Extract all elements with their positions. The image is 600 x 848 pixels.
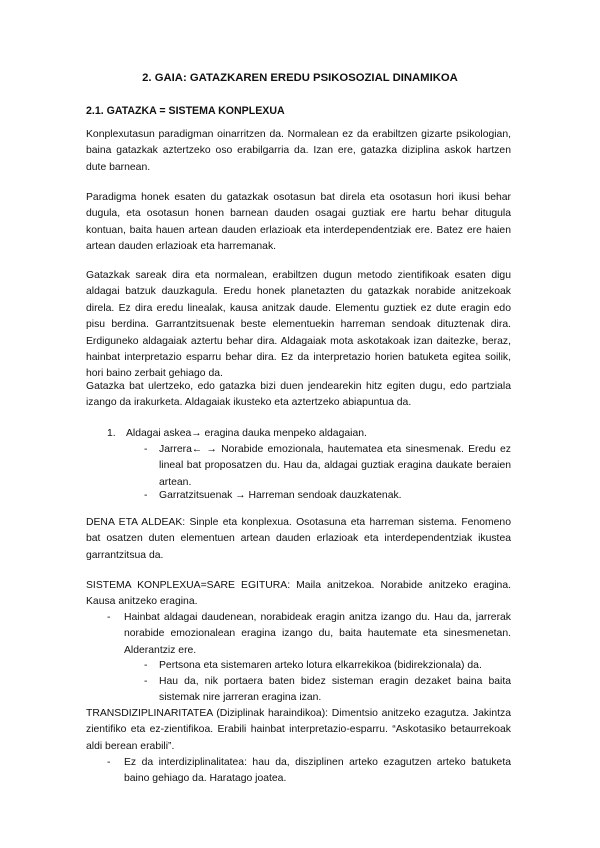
sistema-bullet: Hainbat aldagai daudenean, norabideak eragin anitza izango du. Hau da, jarrerak norabide emozionalean eragina izango du, baita hautemate eta sinesmenetan. Alderantziz ere. <box>124 612 511 656</box>
dash-marker: - <box>107 612 111 623</box>
sistema-subitem-link: Pertsona eta sistemaren arteko lotura elkarrekikoa (bidirekzionala) da. <box>159 660 482 671</box>
dash-marker: - <box>144 660 148 671</box>
numbered-item-text: Aldagai askea→ eragina dauka menpeko aldagaian. <box>126 428 367 439</box>
subitem-attitude: Jarrera← → Norabide emozionala, hautematea eta sinesmenak. Eredu ez lineal bat proposatzen du. Hau da, aldagai guztiak eragina daukate beraien artean. <box>159 444 511 488</box>
paragraph-trans: TRANSDIZIPLINARITATEA (Diziplinak haraindikoa): Dimentsio anitzeko ezagutza. Jakintza zientifiko eta ez-zientifikoa. Erabili hainbat interpretazio-esparru. “Askotasiko betaurrekoak aldi berean erabili”. <box>86 708 511 752</box>
dash-marker: - <box>144 676 148 687</box>
document-title: 2. GAIA: GATAZKAREN EREDU PSIKOSOZIAL DINAMIKOA <box>142 72 458 84</box>
paragraph-understanding: Gatazka bat ulertzeko, edo gatazka bizi duen jendearekin hitz egiten dugu, edo partziala izango da irakurketa. Aldagaiak ikusteko eta aztertzeko abiapuntua da. <box>86 381 511 409</box>
dash-marker: - <box>144 444 148 455</box>
subitem-important: Garratzitsuenak → Harreman sendoak dauzkatenak. <box>159 490 402 501</box>
paragraph-paradigm: Paradigma honek esaten du gatazkak osotasun bat direla eta osotasun hori ikusi behar dugula, eta osotasun honen barnean dauden osagai guztiak ere hartu behar ditugula kontuan, baita hauen artean dauden erlazioak eta interdependentziak ere. Batez ere haien artean dauden erlazioak eta harremanak. <box>86 192 511 253</box>
trans-bullet: Ez da interdiziplinalitatea: hau da, disziplinen arteko ezagutzen arteko batuketa baino gehiago da. Haratago joatea. <box>124 757 511 785</box>
dash-marker: - <box>144 490 148 501</box>
paragraph-dena: DENA ETA ALDEAK: Sinple eta konplexua. Osotasuna eta harreman sistema. Fenomeno bat osatzen duten elementuen artean dauden erlazioak eta interdependentziak ikustea garrantzitsua da. <box>86 517 511 561</box>
paragraph-networks: Gatazkak sareak dira eta normalean, erabiltzen dugun metodo zientifikoak esaten digu aldagai batzuk dauzkagula. Eredu honek planetazten du gatazkak norabide anitzekoak direla. Ez dira eredu linealak, kausa anitzak daude. Elementu guztiek ez dute eragin edo pisu berdina. Garrantzitsuenak beste elementuekin harreman sendoak dituztenak dira. Erdiguneko aldagaiak aztertu behar dira. Aldagaiak mota askotakoak izan daitezke, beraz, hainbat interpretazio esparru behar dira. Ez da interpretazio horien batuketa egitea soilik, hori baino zerbait gehiago da. <box>86 270 511 380</box>
dash-marker: - <box>107 757 111 768</box>
sistema-subitem-behaviour: Hau da, nik portaera baten bidez sisteman eragin dezaket baina baita sistemak nire jarreran eragina izan. <box>159 676 511 704</box>
list-number: 1. <box>107 428 116 439</box>
paragraph-intro: Konplexutasun paradigman oinarritzen da. Normalean ez da erabiltzen gizarte psikologian, baina gatazkak aztertzeko oso erabilgarria da. Izan ere, gatazka diziplina askok hartzen dute barnean. <box>86 129 511 173</box>
section-heading: 2.1. GATAZKA = SISTEMA KONPLEXUA <box>86 105 285 117</box>
paragraph-sistema: SISTEMA KONPLEXUA=SARE EGITURA: Maila anitzekoa. Norabide anitzeko eragina. Kausa anitzeko eragina. <box>86 580 511 608</box>
